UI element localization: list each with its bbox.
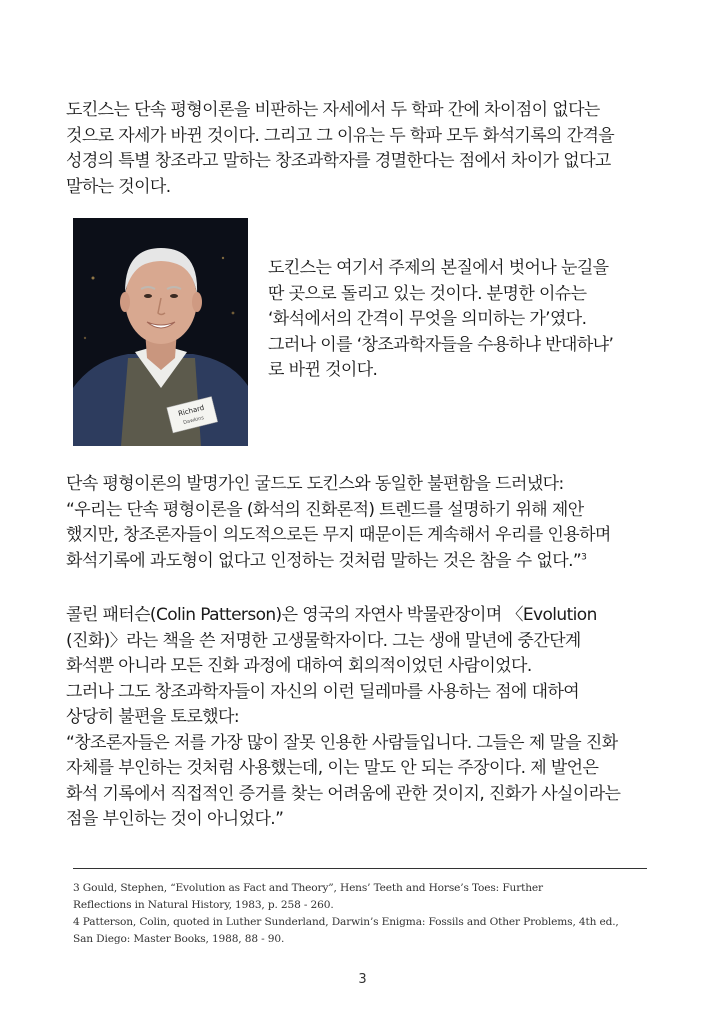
text-line: 말하는 것이다. (66, 176, 171, 197)
portrait-illustration (73, 218, 248, 446)
footnote-line: 3 Gould, Stephen, “Evolution as Fact and Theory”, Hens’ Teeth and Horse’s Toes: Further (73, 882, 543, 894)
text-line: 했지만, 창조론자들이 의도적으로든 무지 때문이든 계속해서 우리를 인용하며 (66, 525, 611, 545)
footnote-line: Reflections in Natural History, 1983, p. 258 - 260. (73, 899, 334, 911)
text-line: 도킨스는 단속 평형이론을 비판하는 자세에서 두 학파 간에 차이점이 없다는 (66, 100, 600, 120)
badge-name: Richard (177, 403, 206, 418)
text-line: 자체를 부인하는 것처럼 사용했는데, 이는 말도 안 되는 주장이다. 제 발언은 (66, 758, 599, 778)
footnotes (73, 880, 673, 948)
footnote-divider (73, 868, 647, 869)
text-line: “우리는 단속 평형이론을 (화석의 진화론적) 트렌드를 설명하기 위해 제안 (66, 499, 584, 520)
text-line (66, 549, 676, 575)
text-line: 상당히 불편을 토로했다: (66, 707, 239, 727)
footnote-line: San Diego: Master Books, 1988, 88 - 90. (73, 933, 285, 945)
paragraph-3 (66, 603, 676, 833)
text-line: 화석뿐 아니라 모든 진화 과정에 대하여 회의적이었던 사람이었다. (66, 656, 532, 676)
text-line: 성경의 특별 창조라고 말하는 창조과학자를 경멸한다는 점에서 차이가 없다고 (66, 151, 611, 171)
footnote-line: 4 Patterson, Colin, quoted in Luther Sunderland, Darwin’s Enigma: Fossils and Other Problems, 4th ed., (73, 916, 619, 928)
text-line: ‘화석에서의 간격이 무엇을 의미하는 가’였다. (268, 309, 587, 329)
page-number: 3 (358, 972, 367, 987)
text-line-content: 화석기록에 과도형이 없다고 인정하는 것처럼 말하는 것은 참을 수 없다.” (66, 550, 582, 571)
footnote-reference[interactable]: 3 (581, 551, 587, 562)
text-line: 도킨스는 여기서 주제의 본질에서 벗어나 눈길을 (268, 258, 609, 278)
paragraph-2 (66, 472, 676, 574)
paragraph-1 (66, 98, 676, 200)
text-line: 로 바뀐 것이다. (268, 360, 378, 380)
side-paragraph (268, 256, 688, 384)
text-line: 딴 곳으로 돌리고 있는 것이다. 분명한 이슈는 (268, 283, 587, 304)
text-line: 콜린 패터슨(Colin Patterson)은 영국의 자연사 박물관장이며 〈Evolution (66, 605, 597, 625)
text-line: 그러나 그도 창조과학자들이 자신의 이런 딜레마를 사용하는 점에 대하여 (66, 681, 580, 702)
text-line: 것으로 자세가 바뀐 것이다. 그리고 그 이유는 두 학파 모두 화석기록의 간격을 (66, 125, 615, 146)
text-line: 화석 기록에서 직접적인 증거를 찾는 어려움에 관한 것이지, 진화가 사실이라는 (66, 783, 621, 804)
text-line: 단속 평형이론의 발명가인 굴드도 도킨스와 동일한 불편함을 드러냈다: (66, 474, 564, 494)
text-line: “창조론자들은 저를 가장 많이 잘못 인용한 사람들입니다. 그들은 제 말을 진화 (66, 732, 618, 753)
badge-surname: Dawkins (182, 415, 205, 427)
text-line: 그러나 이를 ‘창조과학자들을 수용하냐 반대하냐’ (268, 334, 614, 355)
portrait-photo (73, 218, 248, 446)
text-line: 점을 부인하는 것이 아니었다.” (66, 809, 284, 829)
text-line: (진화)〉라는 책을 쓴 저명한 고생물학자이다. 그는 생애 말년에 중간단계 (66, 630, 581, 651)
